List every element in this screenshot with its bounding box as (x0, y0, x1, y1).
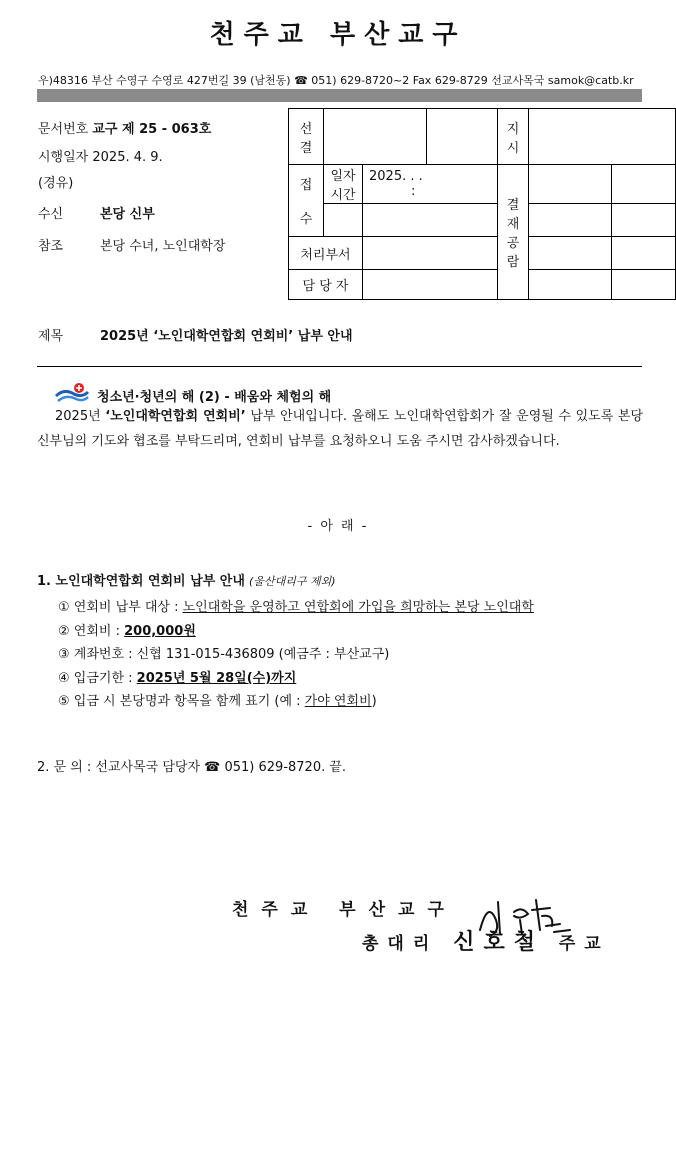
approval-jeopsu: 접 수 (289, 165, 324, 237)
approval-datetime-value: 2025. . . : (363, 165, 498, 204)
list-item: ② 연회비 : 200,000원 (58, 624, 196, 639)
approval-cell (363, 270, 498, 300)
issue-date (38, 146, 163, 165)
recipient-label: 수신 (38, 207, 64, 222)
signature-name: 신호철 (453, 930, 544, 955)
approval-cell (529, 270, 612, 300)
approval-cell (363, 204, 498, 237)
issue-date-label: 시행일자 (38, 150, 89, 165)
approval-gyeoljae: 결 재 공 람 (498, 165, 529, 300)
approval-cell (529, 109, 676, 165)
approval-cell (612, 270, 676, 300)
year-theme: 청소년·청년의 해 (2) - 배움와 체험의 해 (97, 390, 332, 405)
approval-jisi: 지 시 (498, 109, 529, 165)
list-item: ④ 입금기한 : 2025년 5월 28일(수)까지 (58, 671, 297, 686)
body-paragraph: 2025년 ‘노인대학연합회 연회비’ 납부 안내입니다. 올해도 노인대학연합회가 잘 운영될 수 있도록 본당 신부님의 기도와 협조를 부탁드리며, 연회비 납부를 요청하오니 도움 주시면 감사하겠습니다. (37, 409, 644, 449)
signature-title: 총대리 신호철 주교 (362, 930, 610, 955)
handwritten-signature-icon (470, 890, 580, 950)
issue-date-value: 2025. 4. 9. (92, 150, 163, 165)
approval-cell (324, 109, 427, 165)
approval-cell (427, 109, 498, 165)
signature-org: 천주교 부산교구 (232, 900, 457, 920)
list-item: ① 연회비 납부 대상 : 노인대학을 운영하고 연합회에 가입을 희망하는 본당 노인대학 (58, 600, 534, 615)
approval-cell (612, 237, 676, 270)
diocese-logo-icon (54, 382, 90, 404)
doc-number (38, 118, 211, 137)
approval-cell (529, 237, 612, 270)
approval-table (288, 108, 676, 300)
section-1-title: 1. 노인대학연합회 연회비 납부 안내 (울산대리구 제외) (37, 574, 336, 589)
via-line: (경유) (38, 176, 74, 191)
approval-cell (324, 204, 363, 237)
subject-value: 2025년 ‘노인대학연합회 연회비’ 납부 안내 (100, 329, 353, 344)
approval-cell (529, 165, 612, 204)
address-line: 우)48316 부산 수영구 수영로 427번길 39 (남천동) ☎ 051) 629-8720~2 Fax 629-8729 선교사목국 samok@catb.kr (38, 74, 634, 87)
subject-line (38, 325, 353, 344)
list-item: ③ 계좌번호 : 신협 131-015-436809 (예금주 : 부산교구) (58, 647, 390, 662)
approval-cell (529, 204, 612, 237)
reference-value: 본당 수녀, 노인대학장 (100, 239, 226, 254)
notice-heading: - 아 래 - (307, 519, 369, 534)
subject-divider (37, 366, 642, 367)
recipient-value: 본당 신부 (100, 207, 155, 222)
approval-sungyeol: 선 결 (289, 109, 324, 165)
approval-datetime-label: 일자 시간 (324, 165, 363, 204)
document-title: 천주교 부산교구 (209, 20, 467, 50)
header-bar (37, 89, 642, 102)
approval-person-label: 담 당 자 (289, 270, 363, 300)
approval-cell (612, 204, 676, 237)
approval-cell (363, 237, 498, 270)
subject-label: 제목 (38, 329, 64, 344)
approval-cell (612, 165, 676, 204)
doc-number-label: 문서번호 (38, 122, 89, 137)
doc-number-value: 교구 제 25 - 063호 (92, 122, 212, 137)
reference-label: 참조 (38, 239, 64, 254)
approval-dept-label: 처리부서 (289, 237, 363, 270)
section-2-inquiry: 2. 문 의 : 선교사목국 담당자 ☎ 051) 629-8720. 끝. (37, 760, 347, 775)
section-1-note: (울산대리구 제외) (249, 575, 336, 588)
list-item: ⑤ 입금 시 본당명과 항목을 함께 표기 (예 : 가야 연회비) (58, 694, 377, 709)
